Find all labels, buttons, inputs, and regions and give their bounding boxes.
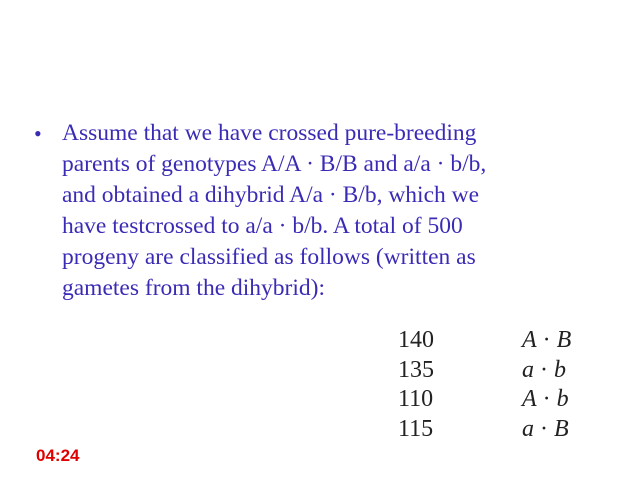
allele-b: B	[556, 327, 573, 354]
allele-a: A	[522, 386, 538, 413]
bullet-point	[34, 118, 624, 304]
table-row	[398, 415, 598, 445]
allele-a: a	[522, 415, 535, 442]
progeny-count: 140	[398, 327, 434, 354]
table-row	[398, 356, 598, 386]
separator-dot: ·	[540, 356, 549, 383]
gamete-genotype	[522, 416, 570, 443]
separator-dot: ·	[542, 327, 552, 354]
separator-dot: ·	[540, 415, 549, 442]
gamete-genotype	[522, 327, 572, 354]
separator-dot: ·	[542, 386, 552, 413]
allele-b: b	[556, 386, 570, 413]
progeny-count: 115	[398, 415, 434, 442]
progeny-count: 110	[398, 386, 434, 413]
gamete-genotype	[522, 386, 570, 413]
table-row	[398, 326, 598, 356]
allele-a: a	[522, 356, 535, 383]
table-row	[398, 385, 598, 415]
timer-readout: 04:24	[36, 446, 80, 465]
allele-b: B	[554, 415, 570, 442]
allele-b: b	[554, 356, 567, 383]
progeny-count: 135	[398, 356, 434, 383]
progeny-table	[398, 326, 598, 444]
allele-a: A	[522, 327, 538, 354]
gamete-genotype	[522, 357, 567, 384]
bullet-text: Assume that we have crossed pure-breeding parents of genotypes A/A · B/B and a/a · b/b, and obtained a dihybrid A/a · B/b, which we have testcrossed to a/a · b/b. A total of 500 progeny are classified as follows (written as gametes from the dihybrid):	[62, 120, 487, 301]
bullet-marker: •	[34, 121, 42, 146]
